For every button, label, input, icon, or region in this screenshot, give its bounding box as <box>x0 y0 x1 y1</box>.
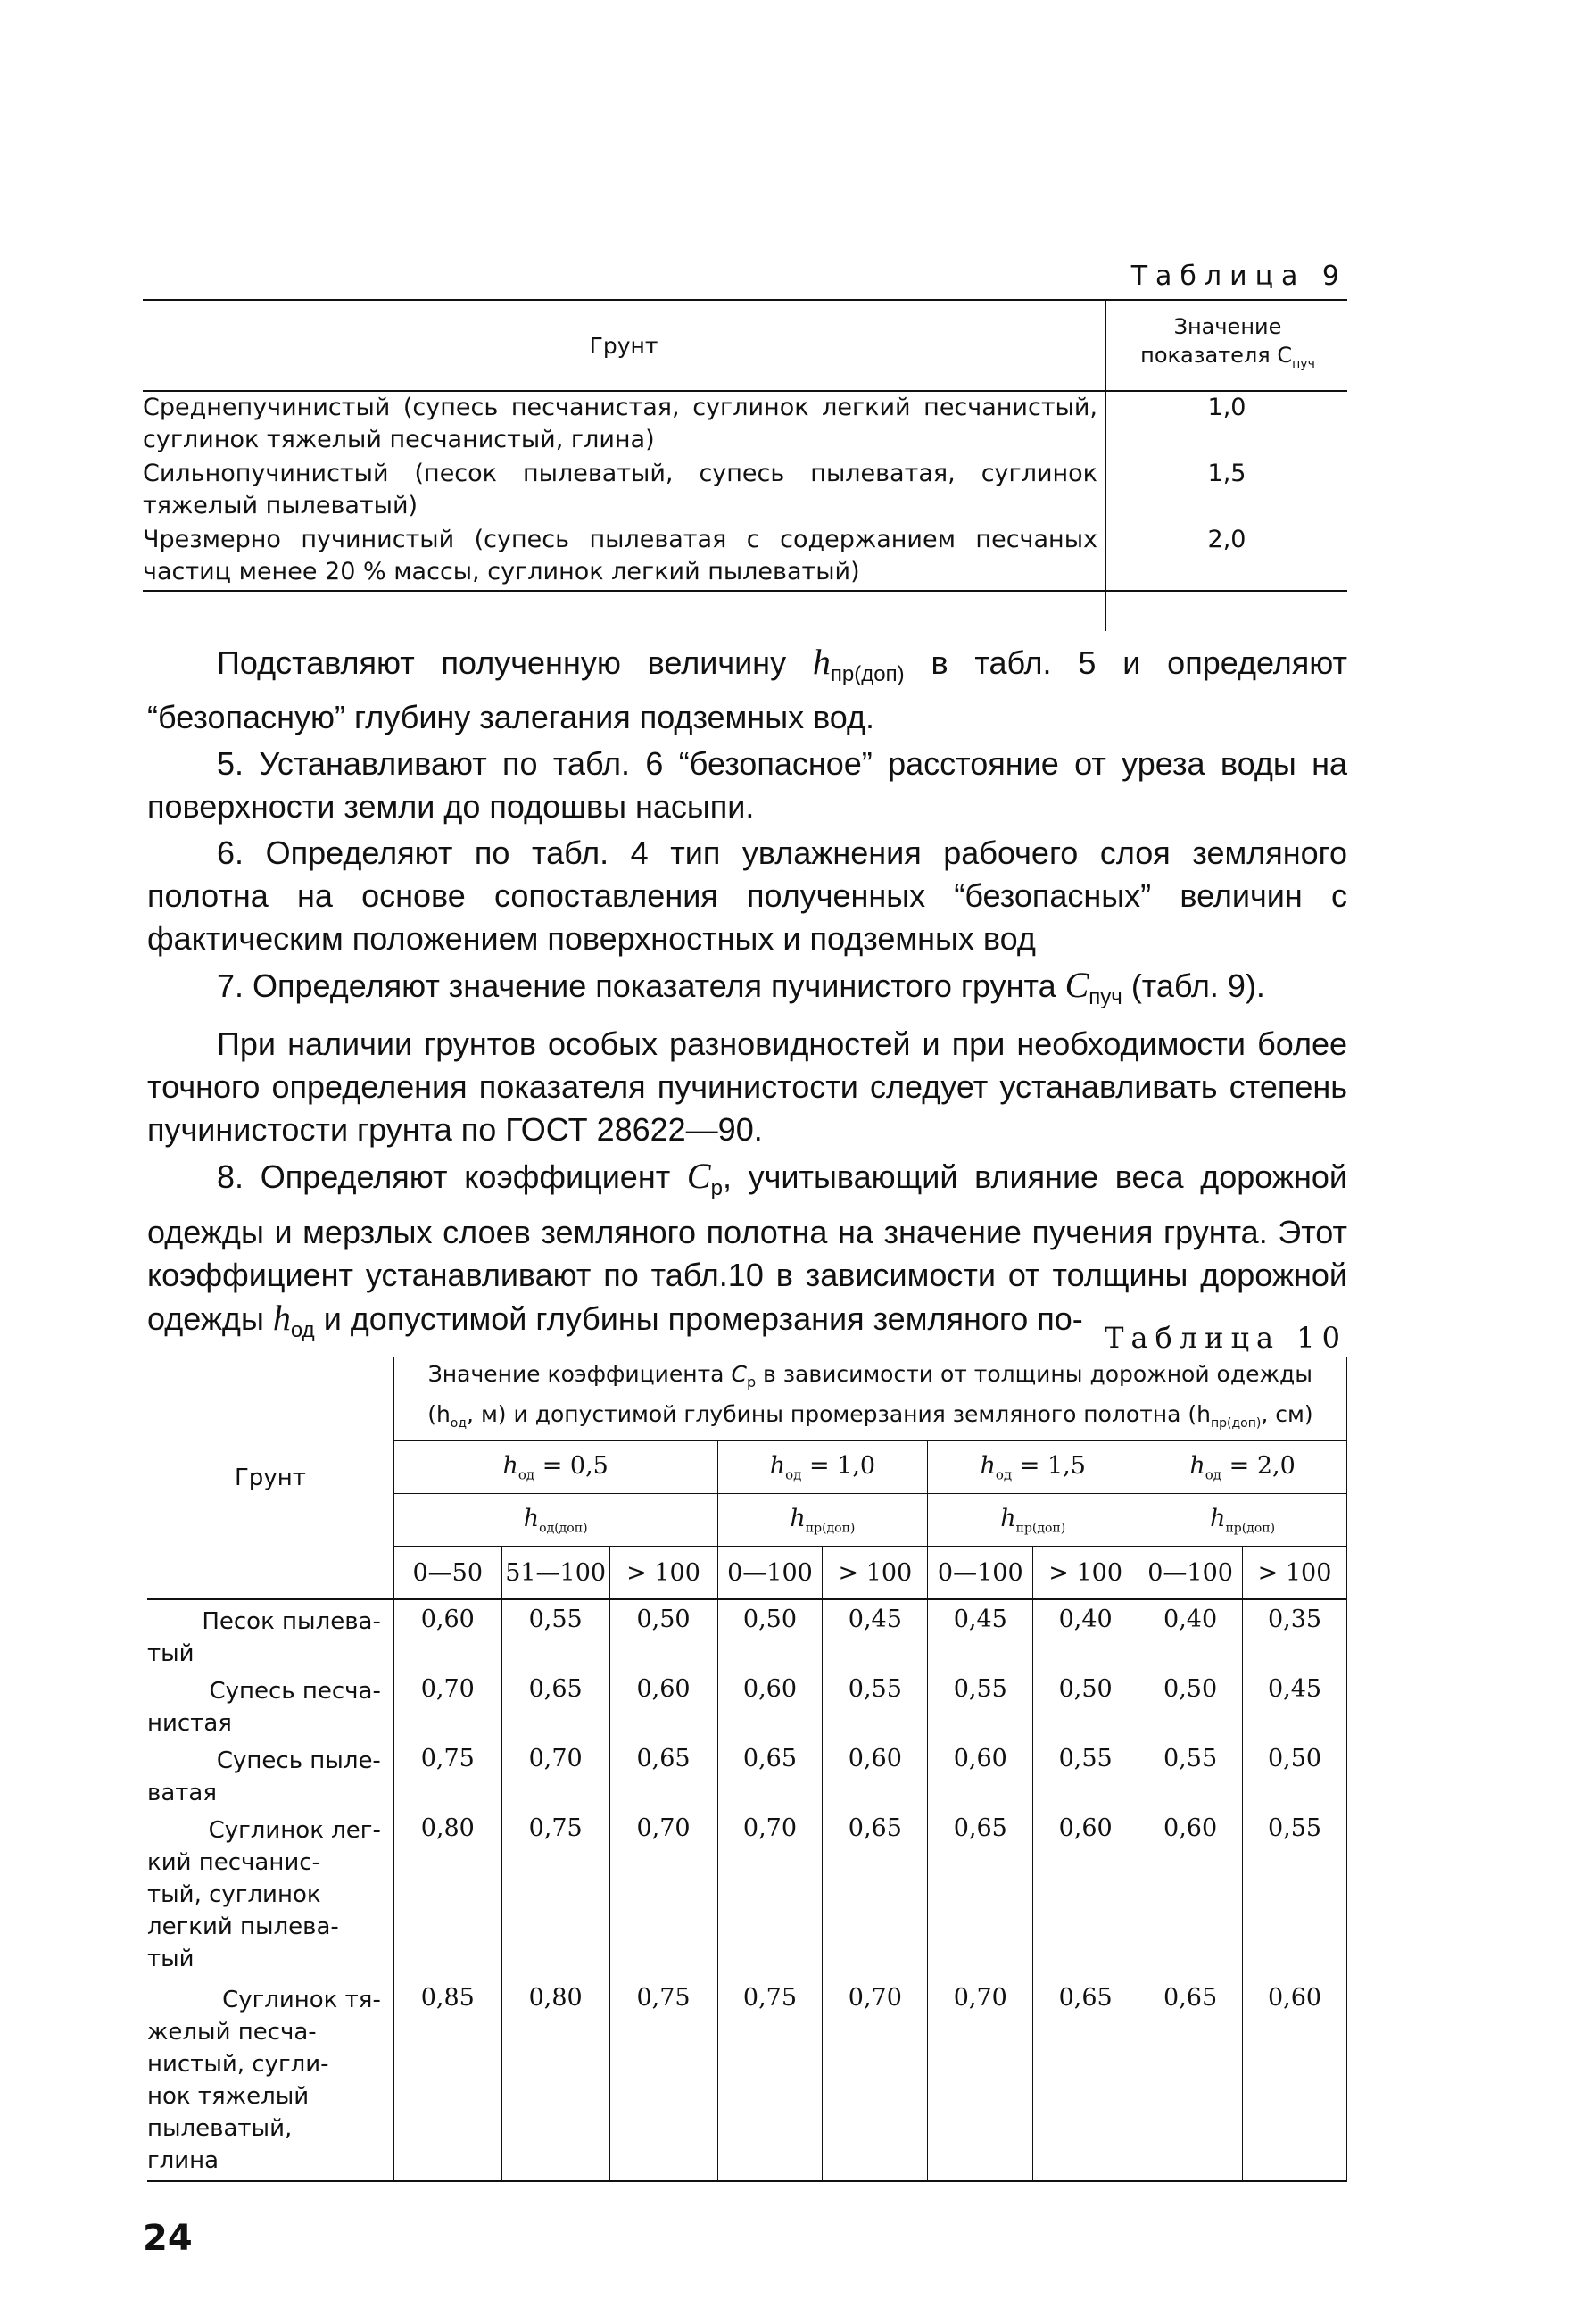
table10-caption: Таблица 10 <box>1105 1321 1347 1355</box>
symbol-h: h <box>1000 1504 1016 1532</box>
table-cell: 0,60 <box>609 1670 717 1739</box>
symbol-c: C <box>686 1156 711 1197</box>
range-header: 51—100 <box>501 1547 609 1600</box>
table-cell: 0,45 <box>1243 1670 1347 1739</box>
ground-line: нистая <box>147 1710 232 1737</box>
symbol-subscript: р <box>746 1374 757 1390</box>
symbol-h: h <box>502 1451 518 1480</box>
group-value: = 0,5 <box>542 1451 609 1480</box>
table-cell: 0,60 <box>823 1739 928 1809</box>
table9-row-value: 1,0 <box>1207 394 1246 421</box>
table-cell: 0,80 <box>393 1809 501 1979</box>
table-cell: 0,50 <box>1033 1670 1138 1739</box>
table9-header <box>143 299 1347 392</box>
table-cell: 0,65 <box>928 1809 1033 1979</box>
range-header: > 100 <box>823 1547 928 1600</box>
symbol-h: h <box>1189 1451 1205 1480</box>
table9-header-value-text: Значение показателя C <box>1140 314 1293 369</box>
table-cell: 0,50 <box>717 1599 823 1670</box>
table-cell: 0,65 <box>823 1809 928 1979</box>
symbol-subscript: од(доп) <box>539 1521 588 1536</box>
table-cell: 0,65 <box>609 1739 717 1809</box>
table-cell: 0,60 <box>1138 1809 1243 1979</box>
symbol-subscript: пр(доп) <box>1015 1521 1066 1536</box>
symbol-h: h <box>523 1504 540 1532</box>
symbol-h: h <box>790 1504 806 1532</box>
ground-line: Супесь песча- <box>209 1678 381 1705</box>
paragraph-text: , учитывающий влияние веса дорожной одежды и мерзлых слоев земляного полотна на значение пучения грунта. Этот коэффициент устанавливают по табл.10 в зависимости от толщины дорожной одежды <box>147 1158 1347 1337</box>
ground-line: Суглинок лег- <box>208 1817 381 1844</box>
symbol-subscript: од <box>785 1466 802 1483</box>
header-text: , м) и допустимой глубины промерзания земляного полотна (h <box>467 1401 1211 1427</box>
ground-name <box>147 1979 393 2181</box>
table10-subgroup-header <box>1138 1494 1347 1547</box>
paragraph <box>147 964 1347 1019</box>
ground-line: тый, суглинок <box>147 1881 321 1908</box>
ground-line: глина <box>147 2147 219 2174</box>
ground-line: тый <box>147 1946 195 1972</box>
table10-group-header <box>717 1441 928 1494</box>
ground-line: ватая <box>147 1780 217 1806</box>
symbol-h: h <box>272 1297 291 1338</box>
symbol-subscript: од <box>450 1416 468 1431</box>
table-cell: 0,70 <box>823 1979 928 2181</box>
paragraph-text: 7. Определяют значение показателя пучинистого грунта <box>217 967 1056 1005</box>
ground-name <box>147 1809 393 1979</box>
range-header: 0—100 <box>928 1547 1033 1600</box>
symbol-c: C <box>731 1361 747 1387</box>
ground-line: кий песчанис- <box>147 1849 320 1876</box>
header-text: (h <box>427 1401 451 1427</box>
symbol-subscript: пр(доп) <box>805 1521 856 1536</box>
table-row <box>147 1599 1347 1670</box>
table-cell: 0,70 <box>717 1809 823 1979</box>
table-cell: 0,75 <box>501 1809 609 1979</box>
table-cell: 0,70 <box>393 1670 501 1739</box>
symbol-subscript: пр(доп) <box>830 662 905 687</box>
ground-line: нок тяжелый <box>147 2083 310 2110</box>
table9-row-value: 2,0 <box>1207 526 1246 553</box>
table9-header-value-sub: пуч <box>1292 356 1315 371</box>
table-cell: 0,45 <box>928 1599 1033 1670</box>
table-row <box>147 1979 1347 2181</box>
table10-subgroup-header <box>928 1494 1138 1547</box>
paragraph-text: 8. Определяют коэффициент <box>217 1158 671 1196</box>
table-cell: 0,65 <box>1033 1979 1138 2181</box>
ground-line: желый песча- <box>147 2019 317 2046</box>
table-cell: 0,50 <box>1138 1670 1243 1739</box>
table10-subgroup-header <box>717 1494 928 1547</box>
paragraph: При наличии грунтов особых разновидностей и при необходимости более точного определения показателя пучинистости следует устанавливать степень пучинистости грунта по ГОСТ 28622—90. <box>147 1025 1347 1149</box>
paragraph-text: в табл. 5 и определяют “безопасную” глубину залегания подземных вод. <box>147 644 1347 736</box>
range-header: 0—100 <box>717 1547 823 1600</box>
table10-group-header <box>1138 1441 1347 1494</box>
table9-row-ground: Среднепучинистый (супесь песчанистая, суглинок легкий песчанистый, суглинок тяжелый песчанистый, глина) <box>143 394 1097 453</box>
table-cell: 0,60 <box>393 1599 501 1670</box>
table10-subgroup-header <box>393 1494 717 1547</box>
table10 <box>147 1357 1347 2182</box>
table-cell: 0,65 <box>717 1739 823 1809</box>
table-cell: 0,70 <box>501 1739 609 1809</box>
table9-header-value <box>1105 301 1349 390</box>
symbol-subscript: од <box>517 1466 535 1483</box>
table9-header-ground: Грунт <box>589 332 658 359</box>
table-cell: 0,70 <box>928 1979 1033 2181</box>
paragraph <box>147 641 1347 739</box>
table-cell: 0,55 <box>1243 1809 1347 1979</box>
symbol-subscript: од <box>995 1466 1013 1483</box>
symbol-subscript: од <box>1205 1466 1222 1483</box>
table-cell: 0,60 <box>928 1739 1033 1809</box>
table-cell: 0,55 <box>501 1599 609 1670</box>
range-header: 0—50 <box>393 1547 501 1600</box>
table-cell: 0,55 <box>823 1670 928 1739</box>
table-cell: 0,35 <box>1243 1599 1347 1670</box>
group-value: = 2,0 <box>1229 1451 1296 1480</box>
table9-row-ground: Чрезмерно пучинистый (супесь пылеватая с содержанием песчаных частиц менее 20 % массы, суглинок легкий пылеватый) <box>143 526 1097 585</box>
table9-column-divider <box>1105 392 1106 631</box>
body-text <box>147 641 1347 1356</box>
table-cell: 0,75 <box>393 1739 501 1809</box>
paragraph-text: и допустимой глубины промерзания земляного по- <box>323 1299 1083 1337</box>
paragraph-text: (табл. 9). <box>1130 967 1265 1005</box>
table-cell: 0,85 <box>393 1979 501 2181</box>
table-cell: 0,75 <box>609 1979 717 2181</box>
table9-caption: Таблица 9 <box>1130 261 1347 292</box>
header-text: Значение коэффициента <box>427 1361 724 1387</box>
table-row <box>147 1739 1347 1809</box>
symbol-subscript: пр(доп) <box>1225 1521 1276 1536</box>
symbol-subscript: од <box>290 1317 315 1342</box>
ground-name <box>147 1739 393 1809</box>
symbol-h: h <box>769 1451 786 1480</box>
ground-line: тый <box>147 1640 195 1667</box>
header-text: в зависимости от толщины дорожной одежды <box>763 1361 1313 1387</box>
symbol-c: C <box>1064 965 1089 1006</box>
table-cell: 0,60 <box>717 1670 823 1739</box>
symbol-subscript: пр(доп) <box>1211 1416 1262 1431</box>
table10-header-ground: Грунт <box>147 1357 393 1600</box>
table-cell: 0,60 <box>1243 1979 1347 2181</box>
ground-line: нистый, сугли- <box>147 2051 329 2078</box>
symbol-h: h <box>980 1451 996 1480</box>
table-cell: 0,60 <box>1033 1809 1138 1979</box>
table-cell: 0,55 <box>1033 1739 1138 1809</box>
table-cell: 0,80 <box>501 1979 609 2181</box>
range-header: > 100 <box>609 1547 717 1600</box>
table-cell: 0,45 <box>823 1599 928 1670</box>
table-cell: 0,65 <box>1138 1979 1243 2181</box>
group-value: = 1,0 <box>808 1451 876 1480</box>
table-cell: 0,55 <box>1138 1739 1243 1809</box>
table-cell: 0,55 <box>928 1670 1033 1739</box>
table10-header-main <box>393 1357 1346 1441</box>
table10-group-header <box>393 1441 717 1494</box>
table-cell: 0,50 <box>609 1599 717 1670</box>
table-row <box>147 1809 1347 1979</box>
table9-row-ground: Сильнопучинистый (песок пылеватый, супесь пылеватая, суглинок тяжелый пылеватый) <box>143 460 1097 519</box>
range-header: 0—100 <box>1138 1547 1243 1600</box>
table-cell: 0,65 <box>501 1670 609 1739</box>
paragraph: 5. Устанавливают по табл. 6 “безопасное” расстояние от уреза воды на поверхности земли до подошвы насыпи. <box>147 745 1347 826</box>
table9-row-value: 1,5 <box>1207 460 1246 487</box>
ground-name <box>147 1599 393 1670</box>
ground-line: легкий пылева- <box>147 1913 339 1940</box>
table-cell: 0,40 <box>1138 1599 1243 1670</box>
table-cell: 0,40 <box>1033 1599 1138 1670</box>
symbol-h: h <box>812 642 831 682</box>
table-cell: 0,75 <box>717 1979 823 2181</box>
group-value: = 1,5 <box>1019 1451 1086 1480</box>
ground-line: Суглинок тя- <box>222 1987 381 2013</box>
page-number: 24 <box>143 2218 193 2259</box>
table9-body <box>143 392 1347 592</box>
range-header: > 100 <box>1033 1547 1138 1600</box>
range-header: > 100 <box>1243 1547 1347 1600</box>
header-text: , см) <box>1261 1401 1313 1427</box>
ground-name <box>147 1670 393 1739</box>
ground-line: Песок пылева- <box>202 1608 381 1635</box>
paragraph: 6. Определяют по табл. 4 тип увлажнения рабочего слоя земляного полотна на основе сопоставления полученных “безопасных” величин с фактическим положением поверхностных и подземных вод <box>147 834 1347 958</box>
table-cell: 0,50 <box>1243 1739 1347 1809</box>
table10-group-header <box>928 1441 1138 1494</box>
table9 <box>143 299 1347 592</box>
ground-line: Супесь пыле- <box>216 1747 381 1774</box>
symbol-h: h <box>1210 1504 1226 1532</box>
ground-line: пылеватый, <box>147 2115 293 2142</box>
table-cell: 0,70 <box>609 1809 717 1979</box>
symbol-subscript: пуч <box>1089 985 1122 1010</box>
table-row <box>147 1670 1347 1739</box>
paragraph-text: Подставляют полученную величину <box>217 644 787 681</box>
symbol-subscript: р <box>710 1176 723 1201</box>
